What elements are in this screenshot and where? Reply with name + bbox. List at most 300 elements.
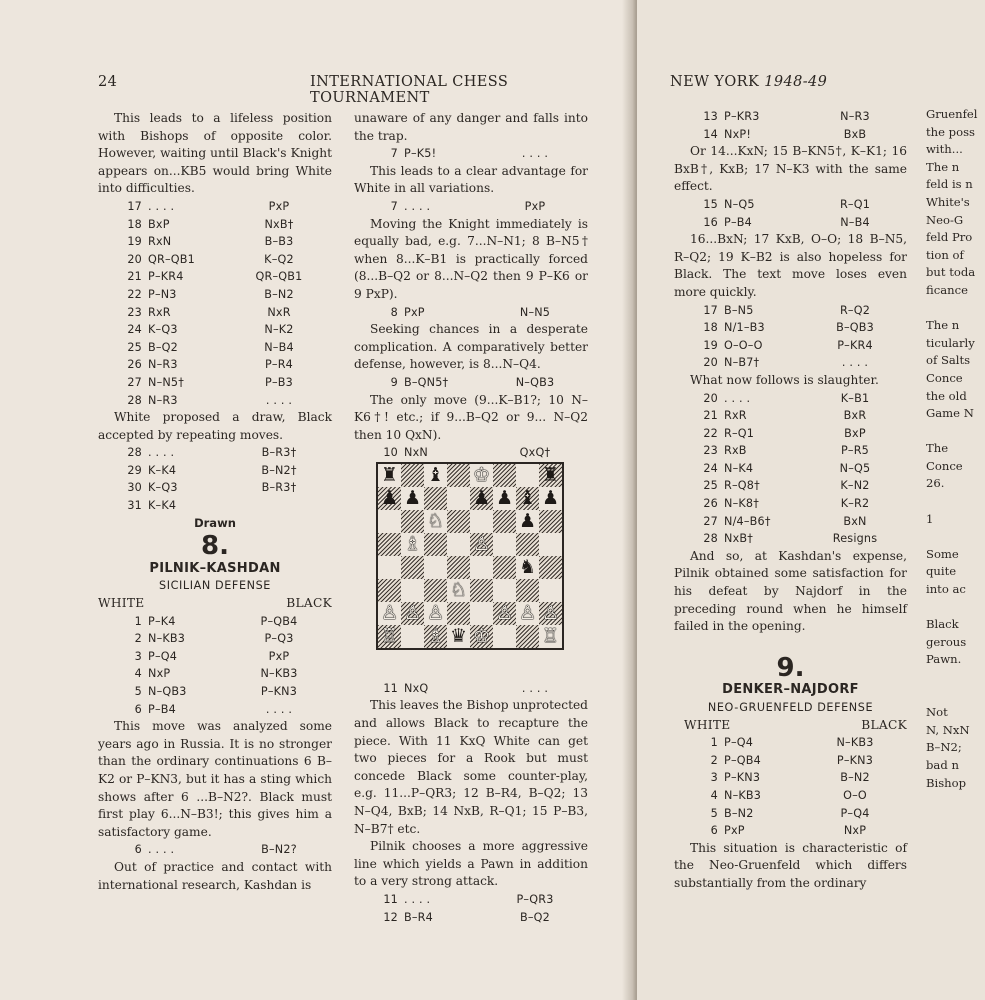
white-move: N–KB3: [724, 788, 762, 802]
black-bishop-icon: ♝: [426, 464, 445, 486]
white-move: N–KB3: [148, 632, 186, 646]
clipped-text-fragment: bad n: [926, 757, 959, 772]
black-move: PxP: [268, 199, 290, 213]
board-square: [378, 556, 401, 579]
move-number: 13: [703, 110, 718, 123]
move-list: [674, 302, 907, 372]
move-number: 20: [703, 356, 718, 370]
white-move: K–Q3: [148, 481, 178, 495]
clipped-next-column: [926, 106, 985, 792]
white-rook-icon: ♖: [380, 625, 399, 647]
white-move: NxN: [404, 446, 428, 460]
white-move: K–Q3: [148, 323, 178, 337]
black-move: BxB: [843, 127, 867, 141]
move-row: [674, 734, 907, 752]
move-row: [98, 683, 332, 701]
move-row: [674, 495, 907, 513]
white-move: B–N5: [724, 303, 754, 317]
move-list: [674, 390, 907, 548]
black-label: BLACK: [286, 596, 332, 611]
move-number: 29: [127, 463, 142, 477]
white-pawn-icon: ♙: [403, 602, 422, 624]
black-move: R–Q2: [839, 303, 871, 317]
clipped-text-fragment: Pawn.: [926, 652, 962, 667]
black-move: N–R3: [840, 110, 870, 123]
black-move: B–N2†: [261, 463, 297, 477]
move-number: 6: [134, 702, 142, 716]
board-square: [470, 510, 493, 533]
white-move: N–R3: [148, 393, 178, 407]
move-number: 8: [390, 305, 398, 319]
board-square: [447, 487, 470, 510]
board-square: [539, 533, 562, 556]
clipped-text-fragment: quite: [926, 564, 957, 579]
move-list: [354, 374, 588, 392]
move-row: [98, 339, 332, 357]
move-row: [98, 356, 332, 374]
clipped-text-fragment: B–N2;: [926, 740, 962, 755]
move-number: 21: [703, 409, 718, 423]
move-number: 11: [383, 681, 398, 695]
move-number: 6: [134, 843, 142, 857]
move-number: 5: [710, 806, 718, 820]
board-square: [516, 625, 539, 648]
black-move: N–B4: [264, 340, 294, 354]
move-number: 18: [703, 321, 718, 335]
black-move: B–R3†: [261, 481, 297, 495]
move-list: [354, 198, 588, 216]
board-square: [539, 579, 562, 602]
black-move: P–QR3: [516, 893, 554, 906]
black-move: P–Q4: [840, 806, 870, 820]
black-move: N–Q5: [839, 461, 871, 475]
black-move: B–QB3: [836, 321, 874, 335]
board-square: [424, 579, 447, 602]
annotation-text: The only move (9...K–B1?; 10 N–K6†! etc.; if 9...B–Q2 or 9... N–Q2 then 10 QxN).: [354, 392, 588, 442]
move-number: 30: [127, 481, 142, 495]
clipped-text-fragment: the old: [926, 388, 967, 403]
move-number: 27: [127, 375, 142, 389]
white-move: . . . .: [404, 199, 431, 213]
game-title: PILNIK–KASHDAN: [149, 560, 281, 576]
clipped-text-fragment: [926, 493, 985, 511]
white-knight-icon: ♘: [449, 579, 468, 601]
black-queen-icon: ♛: [449, 625, 468, 647]
board-square: [401, 510, 424, 533]
white-move: N–K8†: [724, 497, 760, 511]
white-king-icon: ♔: [472, 464, 491, 486]
white-pawn-icon: ♙: [518, 602, 537, 624]
clipped-text-fragment: The: [926, 441, 949, 456]
clipped-text-fragment: Not: [926, 705, 948, 720]
right-column: [674, 108, 907, 893]
move-row: [674, 787, 907, 805]
black-move: QxQ†: [519, 446, 551, 460]
black-move: NxR: [267, 305, 291, 319]
clipped-text-fragment: N, NxN: [926, 722, 970, 737]
move-number: 7: [390, 199, 398, 213]
move-number: 4: [134, 667, 142, 681]
clipped-text-fragment: 26.: [926, 476, 945, 491]
move-list: [98, 444, 332, 514]
move-number: 11: [383, 893, 398, 906]
board-square: [447, 510, 470, 533]
move-list: [98, 198, 332, 409]
white-move: NxB†: [724, 532, 754, 546]
move-row: [98, 304, 332, 322]
black-move: P–QB4: [260, 614, 298, 628]
white-move: N/1–B3: [724, 321, 765, 335]
annotation-text: This situation is characteristic of the Neo-Gruenfeld which differs substantially from the ordinary: [674, 840, 907, 890]
annotation-text: 16...BxN; 17 KxB, O–O; 18 B–N5, R–Q2; 19 K–B2 is also hopeless for Black. The text move loses even more quickly.: [674, 232, 907, 299]
white-move: B–N2: [724, 806, 754, 820]
white-move: K–K4: [148, 499, 177, 513]
clipped-text-fragment: Bishop: [926, 775, 967, 790]
black-pawn-icon: ♟: [541, 487, 560, 509]
white-move: . . . .: [404, 893, 431, 906]
clipped-text-fragment: [926, 669, 985, 687]
move-number: 31: [127, 499, 142, 513]
white-move: R–Q8†: [724, 479, 760, 493]
move-number: 28: [127, 393, 142, 407]
black-pawn-icon: ♟: [495, 487, 514, 509]
white-move: N–K4: [724, 461, 754, 475]
white-move: RxR: [148, 305, 171, 319]
move-number: 28: [703, 532, 718, 546]
move-row: [354, 444, 588, 462]
annotation-text: This leaves the Bishop unprotected and allows Black to recapture the piece. With 11 KxQ White can get two pieces for a Rook but must concede Black some counter-play, e.g. 11...P–QR3; 12 B–R4, B–Q2; 13 N–Q4, BxB; 14 NxB, R–Q1; 15 P–B3, N–B7† etc.: [354, 698, 588, 836]
black-move: P–R5: [840, 444, 870, 458]
white-move: P–N3: [148, 287, 177, 301]
board-square: [378, 533, 401, 556]
board-square: [493, 579, 516, 602]
clipped-text-fragment: Conce: [926, 370, 963, 385]
move-number: 15: [703, 197, 718, 211]
move-row: [674, 337, 907, 355]
white-move: . . . .: [148, 843, 175, 857]
black-move: BxN: [843, 514, 867, 528]
clipped-text-fragment: The n: [926, 159, 960, 174]
black-knight-icon: ♞: [518, 556, 537, 578]
white-move: NxP!: [724, 127, 752, 141]
move-number: 9: [390, 375, 398, 389]
clipped-text-fragment: [926, 300, 985, 318]
black-move: B–N2: [840, 771, 870, 785]
move-list: [354, 145, 588, 163]
black-move: P–R4: [264, 358, 294, 372]
move-number: 2: [134, 632, 142, 646]
white-king-icon: ♔: [472, 625, 491, 647]
black-move: P–B3: [265, 375, 293, 389]
board-square: [516, 579, 539, 602]
black-move: . . . .: [521, 147, 549, 161]
white-move: K–K4: [148, 463, 177, 477]
black-move: R–Q1: [839, 197, 871, 211]
white-move: O–O–O: [724, 338, 763, 352]
annotation-text: White proposed a draw, Black accepted by repeating moves.: [98, 410, 332, 442]
black-move: B–N2: [264, 287, 294, 301]
clipped-text-fragment: [926, 423, 985, 441]
board-square: [516, 533, 539, 556]
white-move: N–R3: [148, 358, 178, 372]
black-move: . . . .: [521, 681, 549, 695]
black-move: PxP: [524, 199, 546, 213]
move-row: [674, 513, 907, 531]
annotation-text: And so, at Kashdan's expense, Pilnik obtained some satisfaction for his defeat by Najdorf in the preceding round when he himself failed in the opening.: [674, 548, 907, 634]
white-pawn-icon: ♙: [426, 602, 445, 624]
move-row: [674, 390, 907, 408]
move-number: 19: [127, 235, 142, 249]
white-move: . . . .: [148, 446, 175, 460]
move-number: 23: [703, 444, 718, 458]
move-row: [674, 460, 907, 478]
clipped-text-fragment: but toda: [926, 265, 976, 280]
black-move: N–KB3: [836, 736, 874, 750]
white-move: P–B4: [148, 702, 176, 716]
move-row: [98, 268, 332, 286]
move-row: [98, 198, 332, 216]
annotation-text: Out of practice and contact with international research, Kashdan is: [98, 859, 332, 892]
black-move: O–O: [843, 788, 867, 802]
black-move: N–KB3: [260, 667, 298, 681]
move-row: [674, 302, 907, 320]
board-square: [493, 464, 516, 487]
clipped-text-fragment: feld is n: [926, 177, 973, 192]
white-move: P–KR3: [724, 110, 760, 123]
white-move: R–Q1: [724, 426, 755, 440]
annotation-text: This leads to a clear advantage for White in all variations.: [354, 163, 588, 196]
board-square: [401, 464, 424, 487]
clipped-text-fragment: [926, 528, 985, 546]
clipped-text-fragment: ficance: [926, 282, 968, 297]
white-rook-icon: ♖: [541, 625, 560, 647]
annotation-text: unaware of any danger and falls into the trap.: [354, 111, 588, 143]
running-head-years: 1948-49: [764, 74, 828, 90]
color-labels: [674, 717, 907, 735]
white-move: PxP: [404, 305, 425, 319]
clipped-text-fragment: 1: [926, 511, 934, 526]
board-square: [470, 602, 493, 625]
board-square: [378, 510, 401, 533]
move-row: [98, 233, 332, 251]
game-number: 9.: [776, 652, 805, 683]
running-head: INTERNATIONAL CHESS TOURNAMENT: [310, 74, 509, 106]
move-number: 20: [703, 391, 718, 405]
black-pawn-icon: ♟: [380, 487, 399, 509]
move-number: 22: [703, 426, 718, 440]
clipped-text-fragment: with...: [926, 142, 963, 157]
black-move: . . . .: [265, 702, 293, 716]
opening-name: NEO-GRUENFELD DEFENSE: [707, 701, 874, 714]
black-move: N–K2: [264, 323, 294, 337]
clipped-text-fragment: of Salts: [926, 353, 971, 368]
move-number: 17: [703, 303, 718, 317]
move-number: 26: [703, 497, 718, 511]
board-square: [516, 464, 539, 487]
game-number: 8.: [201, 531, 229, 562]
move-row: [98, 479, 332, 497]
clipped-text-fragment: Gruenfel: [926, 107, 978, 121]
white-move: QR–QB1: [148, 252, 195, 266]
move-row: [98, 374, 332, 392]
move-row: [674, 319, 907, 337]
clipped-text-fragment: into ac: [926, 582, 966, 597]
move-number: 28: [127, 446, 142, 460]
white-move: P–KN3: [724, 771, 761, 785]
black-pawn-icon: ♟: [472, 487, 491, 509]
white-move: PxP: [724, 824, 745, 838]
move-number: 2: [710, 753, 718, 767]
black-move: . . . .: [841, 356, 869, 370]
move-row: [98, 665, 332, 683]
board-square: [470, 579, 493, 602]
move-number: 10: [383, 446, 398, 460]
right-page: [637, 0, 985, 1000]
move-row: [98, 841, 332, 859]
white-move: N–B7†: [724, 356, 760, 370]
move-number: 18: [127, 217, 142, 231]
black-pawn-icon: ♟: [403, 487, 422, 509]
move-list: [98, 841, 332, 859]
board-square: [493, 510, 516, 533]
clipped-text-fragment: [926, 687, 985, 705]
clipped-text-fragment: Some: [926, 546, 959, 561]
black-move: N–N5: [519, 305, 551, 319]
move-row: [98, 462, 332, 480]
move-number: 12: [383, 910, 398, 924]
white-move: B–QN5†: [404, 375, 449, 389]
white-move: N/4–B6†: [724, 514, 771, 528]
move-number: 1: [134, 614, 142, 628]
black-move: B–N2?: [261, 843, 297, 857]
move-number: 5: [134, 685, 142, 698]
game-title: DENKER–NAJDORF: [722, 682, 859, 698]
move-number: 7: [390, 147, 398, 161]
move-row: [354, 145, 588, 163]
move-list: [674, 108, 907, 143]
move-number: 24: [703, 461, 718, 475]
move-number: 6: [710, 824, 718, 838]
move-number: 14: [703, 127, 718, 141]
move-row: [674, 425, 907, 443]
white-label: WHITE: [98, 596, 145, 611]
white-move: . . . .: [148, 199, 175, 213]
board-square: [447, 556, 470, 579]
board-square: [447, 464, 470, 487]
board-square: [401, 556, 424, 579]
black-move: PxP: [268, 649, 290, 663]
white-move: N–Q5: [724, 197, 755, 211]
move-number: 25: [703, 479, 718, 493]
white-move: P–KR4: [148, 270, 184, 284]
white-move: B–Q2: [148, 340, 178, 354]
board-square: [539, 556, 562, 579]
move-row: [674, 530, 907, 548]
white-move: B–R4: [404, 910, 433, 924]
move-number: 21: [127, 270, 142, 284]
move-list: [674, 196, 907, 231]
black-bishop-icon: ♝: [518, 487, 537, 509]
black-move: K–B1: [840, 391, 870, 405]
clipped-text-fragment: The n: [926, 318, 960, 333]
move-row: [354, 304, 588, 322]
move-row: [98, 497, 332, 515]
move-row: [674, 477, 907, 495]
move-row: [98, 286, 332, 304]
black-move: N–B4: [840, 215, 870, 229]
move-list: [98, 613, 332, 719]
white-move: P–K4: [148, 614, 176, 628]
move-number: 27: [703, 514, 718, 528]
move-row: [354, 374, 588, 392]
white-knight-icon: ♘: [426, 510, 445, 532]
board-square: [447, 533, 470, 556]
annotation-text: Seeking chances in a desperate complication. A comparatively better defense, however, is 8...N–Q4.: [354, 322, 588, 372]
annotation-text: This leads to a lifeless position with Bishops of opposite color. However, waiting until Black's Knight appears on...KB5 would bring White into difficulties.: [98, 111, 332, 196]
black-move: NxB†: [264, 217, 294, 231]
board-square: [424, 533, 447, 556]
white-move: N–N5†: [148, 375, 185, 389]
clipped-text-fragment: Black: [926, 617, 959, 632]
black-move: P–KR4: [837, 338, 873, 352]
white-move: P–QB4: [724, 753, 761, 767]
board-square: [493, 556, 516, 579]
white-pawn-icon: ♙: [495, 602, 514, 624]
black-move: P–KN3: [260, 685, 298, 698]
black-move: QR–QB1: [255, 270, 303, 284]
white-move: RxB: [724, 444, 747, 458]
move-row: [674, 822, 907, 840]
move-row: [98, 648, 332, 666]
white-pawn-icon: ♙: [472, 533, 491, 555]
black-pawn-icon: ♟: [518, 510, 537, 532]
move-row: [674, 214, 907, 232]
color-labels: [98, 595, 332, 613]
board-square: [424, 487, 447, 510]
move-row: [674, 126, 907, 144]
white-move: . . . .: [724, 391, 751, 405]
black-move: BxP: [844, 426, 866, 440]
move-number: 20: [127, 252, 142, 266]
game-result: Drawn: [194, 515, 236, 530]
move-row: [98, 613, 332, 631]
move-row: [674, 407, 907, 425]
white-move: RxN: [148, 235, 172, 249]
move-number: 1: [710, 736, 718, 750]
white-pawn-icon: ♙: [380, 602, 399, 624]
board-square: [470, 556, 493, 579]
move-number: 22: [127, 287, 142, 301]
board-square: [378, 579, 401, 602]
move-row: [98, 392, 332, 410]
move-list: [354, 444, 588, 462]
white-move: NxP: [148, 667, 171, 681]
black-move: NxP: [843, 824, 867, 838]
annotation-text: This move was analyzed some years ago in Russia. It is no stronger than the ordinary continuations 6 B–K2 or P–KN3, but it has a sting which shows after 6 ...B–N2?. Black must first play 6...N–B3!; this gives him a satisfactory game.: [98, 719, 332, 839]
running-head-city: NEW YORK: [670, 74, 760, 90]
white-bishop-icon: ♗: [426, 625, 445, 647]
move-row: [98, 701, 332, 719]
white-move: RxR: [724, 409, 747, 423]
board-square: [493, 625, 516, 648]
board-square: [401, 579, 424, 602]
opening-name: SICILIAN DEFENSE: [159, 579, 271, 593]
move-list: [674, 734, 907, 840]
clipped-text-fragment: tion of: [926, 247, 964, 262]
left-column: [98, 110, 332, 894]
white-move: P–Q4: [148, 649, 178, 663]
black-move: . . . .: [265, 393, 293, 407]
